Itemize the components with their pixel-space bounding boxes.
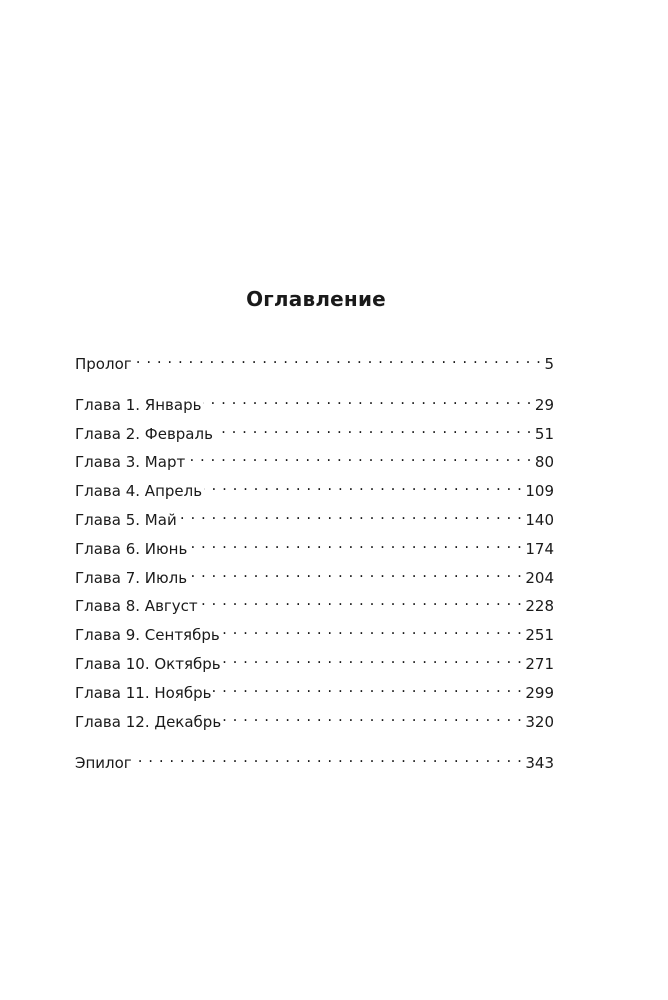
toc-entry-page-number: 80 — [534, 453, 554, 471]
toc-entry-page-number: 204 — [525, 569, 554, 587]
toc-entry-label: Глава 1. Январь — [75, 396, 202, 414]
toc-entry-label: Глава 8. Август — [75, 597, 198, 615]
dot-leader — [134, 347, 542, 369]
toc-entry-chapter-3 — [75, 445, 554, 471]
dot-leader — [179, 503, 523, 525]
toc-entry-page-number: 29 — [534, 396, 554, 414]
dot-leader — [200, 589, 523, 611]
toc-entry-label: Эпилог — [75, 754, 132, 772]
toc-entry-page-number: 140 — [525, 511, 554, 529]
toc-entry-page-number: 299 — [525, 684, 554, 702]
dot-leader — [203, 388, 531, 410]
toc-entry-epilogue — [75, 746, 554, 772]
toc-entry-chapter-7 — [75, 561, 554, 587]
dot-leader — [204, 474, 522, 496]
toc-entry-chapter-8 — [75, 589, 554, 615]
toc-entry-chapter-11 — [75, 676, 554, 702]
toc-entry-page-number: 343 — [525, 754, 554, 772]
toc-entry-label: Глава 12. Декабрь — [75, 713, 222, 731]
toc-entry-label: Глава 11. Ноябрь — [75, 684, 212, 702]
toc-entry-page-number: 51 — [534, 425, 554, 443]
toc-entry-chapter-9 — [75, 618, 554, 644]
dot-leader — [134, 746, 523, 768]
toc-entry-label: Глава 3. Март — [75, 453, 186, 471]
toc-entry-chapter-5 — [75, 503, 554, 529]
toc-entry-page-number: 174 — [525, 540, 554, 558]
toc-entry-chapter-12 — [75, 705, 554, 731]
toc-entry-label: Глава 10. Октябрь — [75, 655, 221, 673]
dot-leader — [222, 618, 523, 640]
toc-entry-label: Глава 5. Май — [75, 511, 177, 529]
dot-leader — [223, 705, 522, 727]
toc-entry-chapter-6 — [75, 532, 554, 558]
dot-leader — [189, 532, 522, 554]
toc-entry-label: Глава 9. Сентябрь — [75, 626, 220, 644]
toc-entry-label: Глава 2. Февраль — [75, 425, 213, 443]
dot-leader — [213, 676, 522, 698]
toc-entry-label: Глава 6. Июнь — [75, 540, 188, 558]
toc-entry-prologue — [75, 347, 554, 373]
toc-entry-label: Пролог — [75, 355, 132, 373]
toc-entry-chapter-10 — [75, 647, 554, 673]
toc-entry-page-number: 320 — [525, 713, 554, 731]
toc-entry-chapter-1 — [75, 388, 554, 414]
dot-leader — [189, 561, 522, 583]
page-title: Оглавление — [246, 287, 386, 311]
toc-entry-chapter-4 — [75, 474, 554, 500]
toc-entry-page-number: 109 — [525, 482, 554, 500]
toc-entry-chapter-2 — [75, 417, 554, 443]
toc-entry-page-number: 228 — [525, 597, 554, 615]
toc-entry-page-number: 5 — [544, 355, 554, 373]
dot-leader — [215, 417, 532, 439]
toc-entry-page-number: 251 — [525, 626, 554, 644]
dot-leader — [223, 647, 523, 669]
toc-entry-label: Глава 7. Июль — [75, 569, 188, 587]
toc-entry-page-number: 271 — [525, 655, 554, 673]
dot-leader — [187, 445, 532, 467]
toc-entry-label: Глава 4. Апрель — [75, 482, 203, 500]
